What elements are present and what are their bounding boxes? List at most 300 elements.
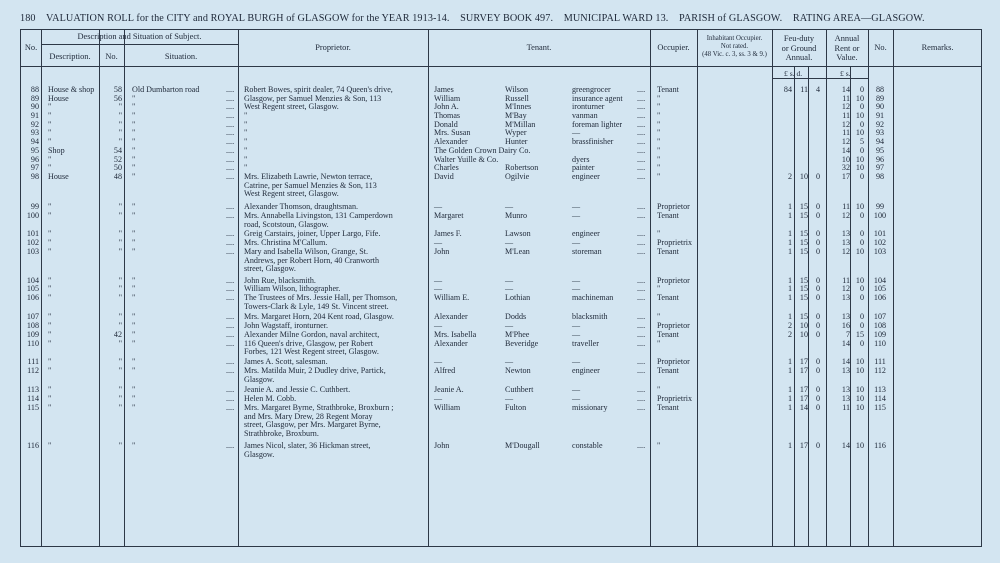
row-rent-shillings: 0: [859, 312, 864, 321]
row-number: 114: [27, 394, 39, 403]
row-feu-shillings: 17: [799, 357, 808, 366]
row-house-number: ": [118, 339, 122, 348]
row-occupier: ": [657, 163, 661, 172]
row-occupier: Proprietor: [657, 202, 690, 211]
row-rent-pounds: 11: [842, 128, 850, 137]
row-description: ": [48, 128, 52, 137]
row-feu-pounds: 1: [787, 403, 792, 412]
row-occupier: ": [657, 120, 661, 129]
row-tenant-last: Dodds: [505, 312, 527, 321]
row-proprietor-line: Robert Bowes, spirit dealer, 74 Queen's drive,: [244, 85, 393, 94]
row-tenant-occupation: traveller: [572, 339, 599, 348]
row-number-right: 96: [875, 155, 885, 164]
col-header-no: No.: [24, 43, 38, 52]
row-feu-pence: 0: [815, 403, 820, 412]
row-number: 111: [27, 357, 39, 366]
row-feu-shillings: 17: [799, 441, 808, 450]
row-proprietor-line: ": [244, 163, 248, 172]
row-rent-pounds: 14: [841, 357, 850, 366]
row-rent-shillings: 10: [855, 247, 864, 256]
row-number: 90: [30, 102, 39, 111]
row-tenant-last: M'Bay: [505, 111, 527, 120]
row-feu-shillings: 10: [799, 321, 808, 330]
row-situation: ": [132, 403, 136, 412]
row-occupier-leader: ....: [637, 202, 646, 211]
row-occupier: Proprietrix: [657, 238, 693, 247]
row-number-right: 106: [873, 293, 887, 302]
row-proprietor-line: ": [244, 111, 248, 120]
row-proprietor-line: James Nicol, slater, 36 Hickman street,: [244, 441, 371, 450]
row-tenant-first: Alexander: [434, 339, 468, 348]
row-house-number: ": [118, 111, 122, 120]
row-tenant-occupation: painter: [572, 163, 595, 172]
row-tenant-first: Thomas: [434, 111, 461, 120]
row-rent-shillings: 10: [855, 385, 864, 394]
parish: PARISH of GLASGOW.: [679, 13, 783, 24]
header-bottom-line: [20, 66, 982, 67]
table-row: [0, 229, 1000, 238]
row-description: House: [48, 94, 69, 103]
row-house-number: ": [118, 247, 122, 256]
row-number-right: 93: [875, 128, 885, 137]
row-number: 104: [26, 276, 39, 285]
row-tenant-occupation: foreman lighter: [572, 120, 623, 129]
row-occupier-leader: ....: [637, 441, 646, 450]
row-number: 94: [30, 137, 39, 146]
row-tenant-first: Mrs. Isabella: [434, 330, 477, 339]
row-proprietor-line: Alexander Milne Gordon, naval architect,: [244, 330, 380, 339]
row-occupier-leader: ....: [637, 111, 646, 120]
rent-units: £ s.: [840, 69, 851, 78]
row-feu-shillings: 15: [799, 276, 808, 285]
row-rent-pounds: 13: [841, 394, 850, 403]
row-description: Shop: [48, 146, 65, 155]
row-feu-pence: 0: [815, 385, 820, 394]
row-feu-pounds: 1: [787, 366, 792, 375]
row-house-number: ": [118, 202, 122, 211]
row-house-number: ": [118, 211, 122, 220]
feu-line-1: Feu-duty: [783, 34, 815, 43]
row-house-number: ": [118, 137, 122, 146]
row-occupier-leader: ....: [637, 247, 646, 256]
row-occupier-leader: ....: [637, 238, 646, 247]
row-proprietor-line: ": [244, 155, 248, 164]
row-dot-leader: ....: [226, 339, 235, 348]
row-occupier: ": [657, 284, 661, 293]
row-rent-shillings: 0: [859, 85, 864, 94]
row-rent-shillings: 10: [855, 276, 864, 285]
row-occupier-leader: ....: [637, 172, 646, 181]
row-number: 105: [26, 284, 39, 293]
row-house-number: 50: [113, 163, 122, 172]
row-dot-leader: ....: [226, 120, 235, 129]
row-tenant-first: John A.: [434, 102, 459, 111]
row-tenant-first: William E.: [434, 293, 470, 302]
row-number: 115: [27, 403, 39, 412]
row-rent-pounds: 14: [841, 441, 850, 450]
row-number: 113: [27, 385, 39, 394]
row-tenant-last: M'Lean: [505, 247, 530, 256]
row-number-right: 94: [875, 137, 885, 146]
row-feu-pounds: 84: [783, 85, 792, 94]
rent-line-1: Annual: [834, 34, 860, 43]
row-occupier-leader: ....: [637, 366, 646, 375]
row-rent-shillings: 15: [855, 330, 864, 339]
row-number-right: 99: [875, 202, 885, 211]
row-rent-shillings: 0: [859, 321, 864, 330]
row-house-number: ": [118, 120, 122, 129]
row-occupier-leader: ....: [637, 330, 646, 339]
row-dot-leader: ....: [226, 238, 235, 247]
col-header-inhabitant: [697, 35, 772, 58]
row-rent-pounds: 14: [841, 146, 850, 155]
row-house-number: 54: [113, 146, 122, 155]
row-number: 109: [26, 330, 39, 339]
row-situation: ": [132, 211, 136, 220]
row-number: 97: [30, 163, 39, 172]
row-tenant-occupation: —: [572, 238, 581, 247]
row-occupier: ": [657, 229, 661, 238]
row-tenant-last: Hunter: [505, 137, 528, 146]
row-occupier-leader: ....: [637, 120, 646, 129]
row-tenant-occupation: ironturner: [572, 102, 605, 111]
row-proprietor-line: and Mrs. Mary Drew, 28 Regent Moray: [244, 411, 373, 421]
row-tenant-last: Wilson: [505, 85, 529, 94]
row-feu-shillings: 15: [799, 229, 808, 238]
row-occupier-leader: ....: [637, 403, 646, 412]
municipal-ward: MUNICIPAL WARD 13.: [563, 13, 669, 24]
row-feu-pence: 0: [815, 312, 820, 321]
row-house-number: ": [118, 321, 122, 330]
row-tenant-occupation: —: [572, 211, 581, 220]
row-tenant-occupation: —: [572, 128, 581, 137]
row-number-right: 111: [874, 357, 886, 366]
row-proprietor-line: Mrs. Margaret Byrne, Strathbroke, Broxburn ;: [244, 403, 394, 412]
row-house-number: ": [118, 312, 122, 321]
row-number: 92: [30, 120, 39, 129]
rent-line-3: Value.: [836, 53, 858, 62]
row-feu-shillings: 15: [799, 202, 808, 211]
row-occupier-leader: ....: [637, 137, 646, 146]
row-tenant-occupation: —: [572, 385, 581, 394]
row-feu-pounds: 1: [787, 276, 792, 285]
row-occupier: ": [657, 146, 661, 155]
row-rent-shillings: 10: [855, 111, 864, 120]
row-feu-pence: 0: [815, 276, 820, 285]
row-tenant-occupation: engineer: [572, 229, 600, 238]
table-row: [0, 312, 1000, 321]
row-tenant-first: —: [434, 394, 443, 403]
inhabitant-line-1: Inhabitant Occupier.: [706, 35, 763, 42]
row-proprietor-line: Mrs. Elizabeth Lawrie, Newton terrace,: [244, 172, 373, 181]
row-rent-shillings: 0: [859, 339, 864, 348]
row-rent-shillings: 0: [859, 146, 864, 155]
row-situation: ": [132, 163, 136, 172]
row-situation: ": [132, 330, 136, 339]
row-rent-shillings: 10: [855, 441, 864, 450]
row-rent-shillings: 10: [855, 155, 864, 164]
row-number-right: 90: [875, 102, 885, 111]
row-situation: ": [132, 128, 136, 137]
row-house-number: ": [118, 441, 122, 450]
row-description: ": [48, 247, 52, 256]
row-dot-leader: ....: [226, 111, 235, 120]
row-proprietor-line: Alexander Thomson, draughtsman.: [244, 202, 359, 211]
row-tenant-last: Russell: [505, 94, 529, 103]
row-description: ": [48, 238, 52, 247]
row-rent-pounds: 12: [841, 247, 850, 256]
row-occupier-leader: ....: [637, 339, 646, 348]
row-number-right: 105: [873, 284, 887, 293]
row-feu-shillings: 14: [799, 403, 808, 412]
row-occupier: ": [657, 312, 661, 321]
row-description: ": [48, 357, 52, 366]
row-proprietor-line: street, Glasgow.: [244, 264, 296, 274]
row-occupier-leader: ....: [637, 85, 646, 94]
row-tenant-occupation: engineer: [572, 366, 600, 375]
row-feu-pounds: 1: [787, 394, 792, 403]
row-situation: ": [132, 312, 136, 321]
row-occupier-leader: ....: [637, 146, 646, 155]
row-feu-pounds: 2: [787, 330, 792, 339]
row-feu-shillings: 15: [799, 293, 808, 302]
row-house-number: ": [118, 394, 122, 403]
row-occupier-leader: ....: [637, 94, 646, 103]
row-proprietor-line: John Rue, blacksmith.: [244, 276, 316, 285]
row-occupier-leader: ....: [637, 276, 646, 285]
row-rent-shillings: 0: [859, 120, 864, 129]
row-situation: ": [132, 366, 136, 375]
rating-area: RATING AREA—GLASGOW.: [792, 13, 925, 24]
row-rent-shillings: 10: [855, 128, 864, 137]
row-tenant-last: —: [505, 284, 514, 293]
row-occupier-leader: ....: [637, 312, 646, 321]
table-row: [0, 211, 1000, 229]
row-occupier: Proprietor: [657, 276, 690, 285]
row-number-right: 102: [873, 238, 887, 247]
row-occupier: ": [657, 339, 661, 348]
row-feu-pounds: 1: [787, 284, 792, 293]
row-feu-pounds: 1: [787, 293, 792, 302]
row-tenant-occupation: vanman: [572, 111, 598, 120]
row-number: 89: [30, 94, 39, 103]
row-situation: ": [132, 394, 136, 403]
row-feu-pounds: 2: [787, 321, 792, 330]
row-dot-leader: ....: [226, 172, 235, 181]
row-number: 98: [30, 172, 39, 181]
row-description: ": [48, 155, 52, 164]
row-feu-shillings: 17: [799, 394, 808, 403]
row-number: 108: [26, 321, 39, 330]
row-occupier: Tenant: [657, 330, 679, 339]
row-feu-pounds: 1: [787, 202, 792, 211]
row-feu-pence: 0: [815, 441, 820, 450]
table-row: [0, 202, 1000, 211]
row-tenant-last: M'Phee: [505, 330, 530, 339]
row-occupier: Tenant: [657, 211, 679, 220]
row-feu-pounds: 1: [787, 238, 792, 247]
row-rent-shillings: 10: [855, 394, 864, 403]
row-dot-leader: ....: [226, 163, 235, 172]
row-feu-shillings: 15: [799, 284, 808, 293]
row-number-right: 116: [874, 441, 886, 450]
row-tenant-occupation: —: [572, 357, 581, 366]
row-number-right: 115: [874, 403, 886, 412]
row-number-right: 110: [874, 339, 886, 348]
row-house-number: 56: [113, 94, 122, 103]
row-dot-leader: ....: [226, 146, 235, 155]
row-description: ": [48, 366, 52, 375]
row-number-right: 98: [875, 172, 885, 181]
row-number-right: 112: [874, 366, 886, 375]
row-number: 116: [27, 441, 39, 450]
row-occupier: Tenant: [657, 366, 679, 375]
row-dot-leader: ....: [226, 312, 235, 321]
row-feu-pence: 0: [815, 330, 820, 339]
row-tenant-occupation: —: [572, 202, 581, 211]
row-rent-shillings: 0: [859, 102, 864, 111]
row-description: ": [48, 137, 52, 146]
row-tenant-last: —: [505, 276, 514, 285]
table-row: [0, 441, 1000, 459]
row-proprietor-line: Glasgow.: [244, 449, 275, 459]
row-number-right: 101: [873, 229, 887, 238]
row-occupier-leader: ....: [637, 385, 646, 394]
row-house-number: 52: [113, 155, 122, 164]
row-proprietor-line: John Wagstaff, ironturner.: [244, 321, 329, 330]
row-tenant-occupation: —: [572, 276, 581, 285]
row-feu-pounds: 1: [787, 211, 792, 220]
table-row: [0, 137, 1000, 146]
row-number: 102: [26, 238, 39, 247]
row-rent-shillings: 0: [859, 293, 864, 302]
row-dot-leader: ....: [226, 403, 235, 412]
row-situation: ": [132, 276, 136, 285]
row-dot-leader: ....: [226, 202, 235, 211]
col-header-remarks: Remarks.: [921, 43, 954, 52]
row-rent-shillings: 10: [855, 357, 864, 366]
row-description: ": [48, 330, 52, 339]
row-tenant-last: Ogilvie: [505, 172, 530, 181]
row-proprietor-line: Mrs. Matilda Muir, 2 Dudley drive, Partick,: [244, 366, 386, 375]
row-rent-shillings: 0: [859, 229, 864, 238]
row-number-right: 109: [873, 330, 887, 339]
row-proprietor-line: ": [244, 146, 248, 155]
row-proprietor-line: ": [244, 128, 248, 137]
row-situation: Old Dumbarton road: [132, 85, 200, 94]
row-tenant-last: —: [505, 238, 514, 247]
page-header: [20, 13, 925, 24]
row-house-number: ": [118, 357, 122, 366]
row-proprietor-line: James A. Scott, salesman.: [244, 357, 328, 366]
row-rent-pounds: 13: [841, 366, 850, 375]
row-feu-shillings: 15: [799, 211, 808, 220]
row-description: ": [48, 163, 52, 172]
row-number-right: 104: [873, 276, 887, 285]
row-rent-shillings: 0: [859, 172, 864, 181]
row-occupier-leader: ....: [637, 293, 646, 302]
row-proprietor-line: Greig Carstairs, joiner, Upper Largo, Fife.: [244, 229, 381, 238]
row-house-number: ": [118, 102, 122, 111]
row-number: 103: [26, 247, 39, 256]
row-feu-pence: 0: [815, 211, 820, 220]
row-feu-pounds: 2: [787, 172, 792, 181]
row-feu-shillings: 17: [799, 366, 808, 375]
row-proprietor-line: William Wilson, lithographer.: [244, 284, 341, 293]
row-description: ": [48, 229, 52, 238]
row-tenant-last: —: [505, 202, 514, 211]
row-house-number: ": [118, 238, 122, 247]
row-occupier-leader: ....: [637, 357, 646, 366]
row-description: ": [48, 321, 52, 330]
row-occupier: ": [657, 102, 661, 111]
table-row: [0, 238, 1000, 247]
row-number-right: 103: [873, 247, 887, 256]
row-rent-pounds: 12: [841, 211, 850, 220]
row-dot-leader: ....: [226, 284, 235, 293]
row-rent-shillings: 0: [859, 211, 864, 220]
table-row: [0, 172, 1000, 199]
row-dot-leader: ....: [226, 94, 235, 103]
col-header-no-right: No.: [874, 43, 887, 52]
row-tenant-first: James F.: [434, 229, 462, 238]
row-tenant-last: Lawson: [505, 229, 531, 238]
row-house-number: ": [118, 293, 122, 302]
row-situation: ": [132, 102, 136, 111]
row-tenant-last: Robertson: [505, 163, 539, 172]
row-proprietor-line: ": [244, 120, 248, 129]
row-description: ": [48, 339, 52, 348]
row-proprietor-line: Mrs. Christina M'Callum.: [244, 238, 328, 247]
row-number: 100: [26, 211, 39, 220]
inhabitant-line-2: Not rated.: [720, 42, 749, 50]
table-row: [0, 284, 1000, 293]
row-proprietor-line: ": [244, 137, 248, 146]
row-occupier-leader: ....: [637, 155, 646, 164]
row-rent-pounds: 11: [842, 111, 850, 120]
row-occupier: Tenant: [657, 247, 679, 256]
row-tenant-first: —: [434, 284, 443, 293]
row-tenant-occupation: machineman: [572, 293, 614, 302]
row-description: ": [48, 276, 52, 285]
row-dot-leader: ....: [226, 357, 235, 366]
row-rent-pounds: 12: [841, 284, 850, 293]
row-occupier: Proprietor: [657, 357, 690, 366]
row-tenant-occupation: —: [572, 330, 581, 339]
row-situation: ": [132, 120, 136, 129]
row-feu-pence: 0: [815, 293, 820, 302]
row-dot-leader: ....: [226, 85, 235, 94]
row-rent-pounds: 13: [841, 312, 850, 321]
row-house-number: 42: [113, 330, 122, 339]
table-row: [0, 293, 1000, 311]
row-number-right: 89: [875, 94, 885, 103]
row-proprietor-line: Helen M. Cobb.: [244, 394, 297, 403]
row-proprietor-line: Andrews, per Robert Horn, 40 Cranworth: [244, 255, 380, 265]
row-tenant-first: David: [434, 172, 454, 181]
row-tenant-last: Newton: [505, 366, 531, 375]
row-situation: ": [132, 137, 136, 146]
row-rent-shillings: 5: [859, 137, 864, 146]
row-rent-pounds: 11: [842, 94, 850, 103]
row-proprietor-line: West Regent street, Glasgow.: [244, 102, 339, 112]
row-rent-pounds: 11: [842, 202, 850, 211]
row-dot-leader: ....: [226, 394, 235, 403]
row-rent-pounds: 32: [841, 163, 850, 172]
row-tenant-last: Cuthbert: [505, 385, 534, 394]
row-proprietor-line: Mrs. Margaret Horn, 204 Kent road, Glasgow.: [244, 312, 394, 321]
row-proprietor-line: Glasgow.: [244, 374, 275, 384]
